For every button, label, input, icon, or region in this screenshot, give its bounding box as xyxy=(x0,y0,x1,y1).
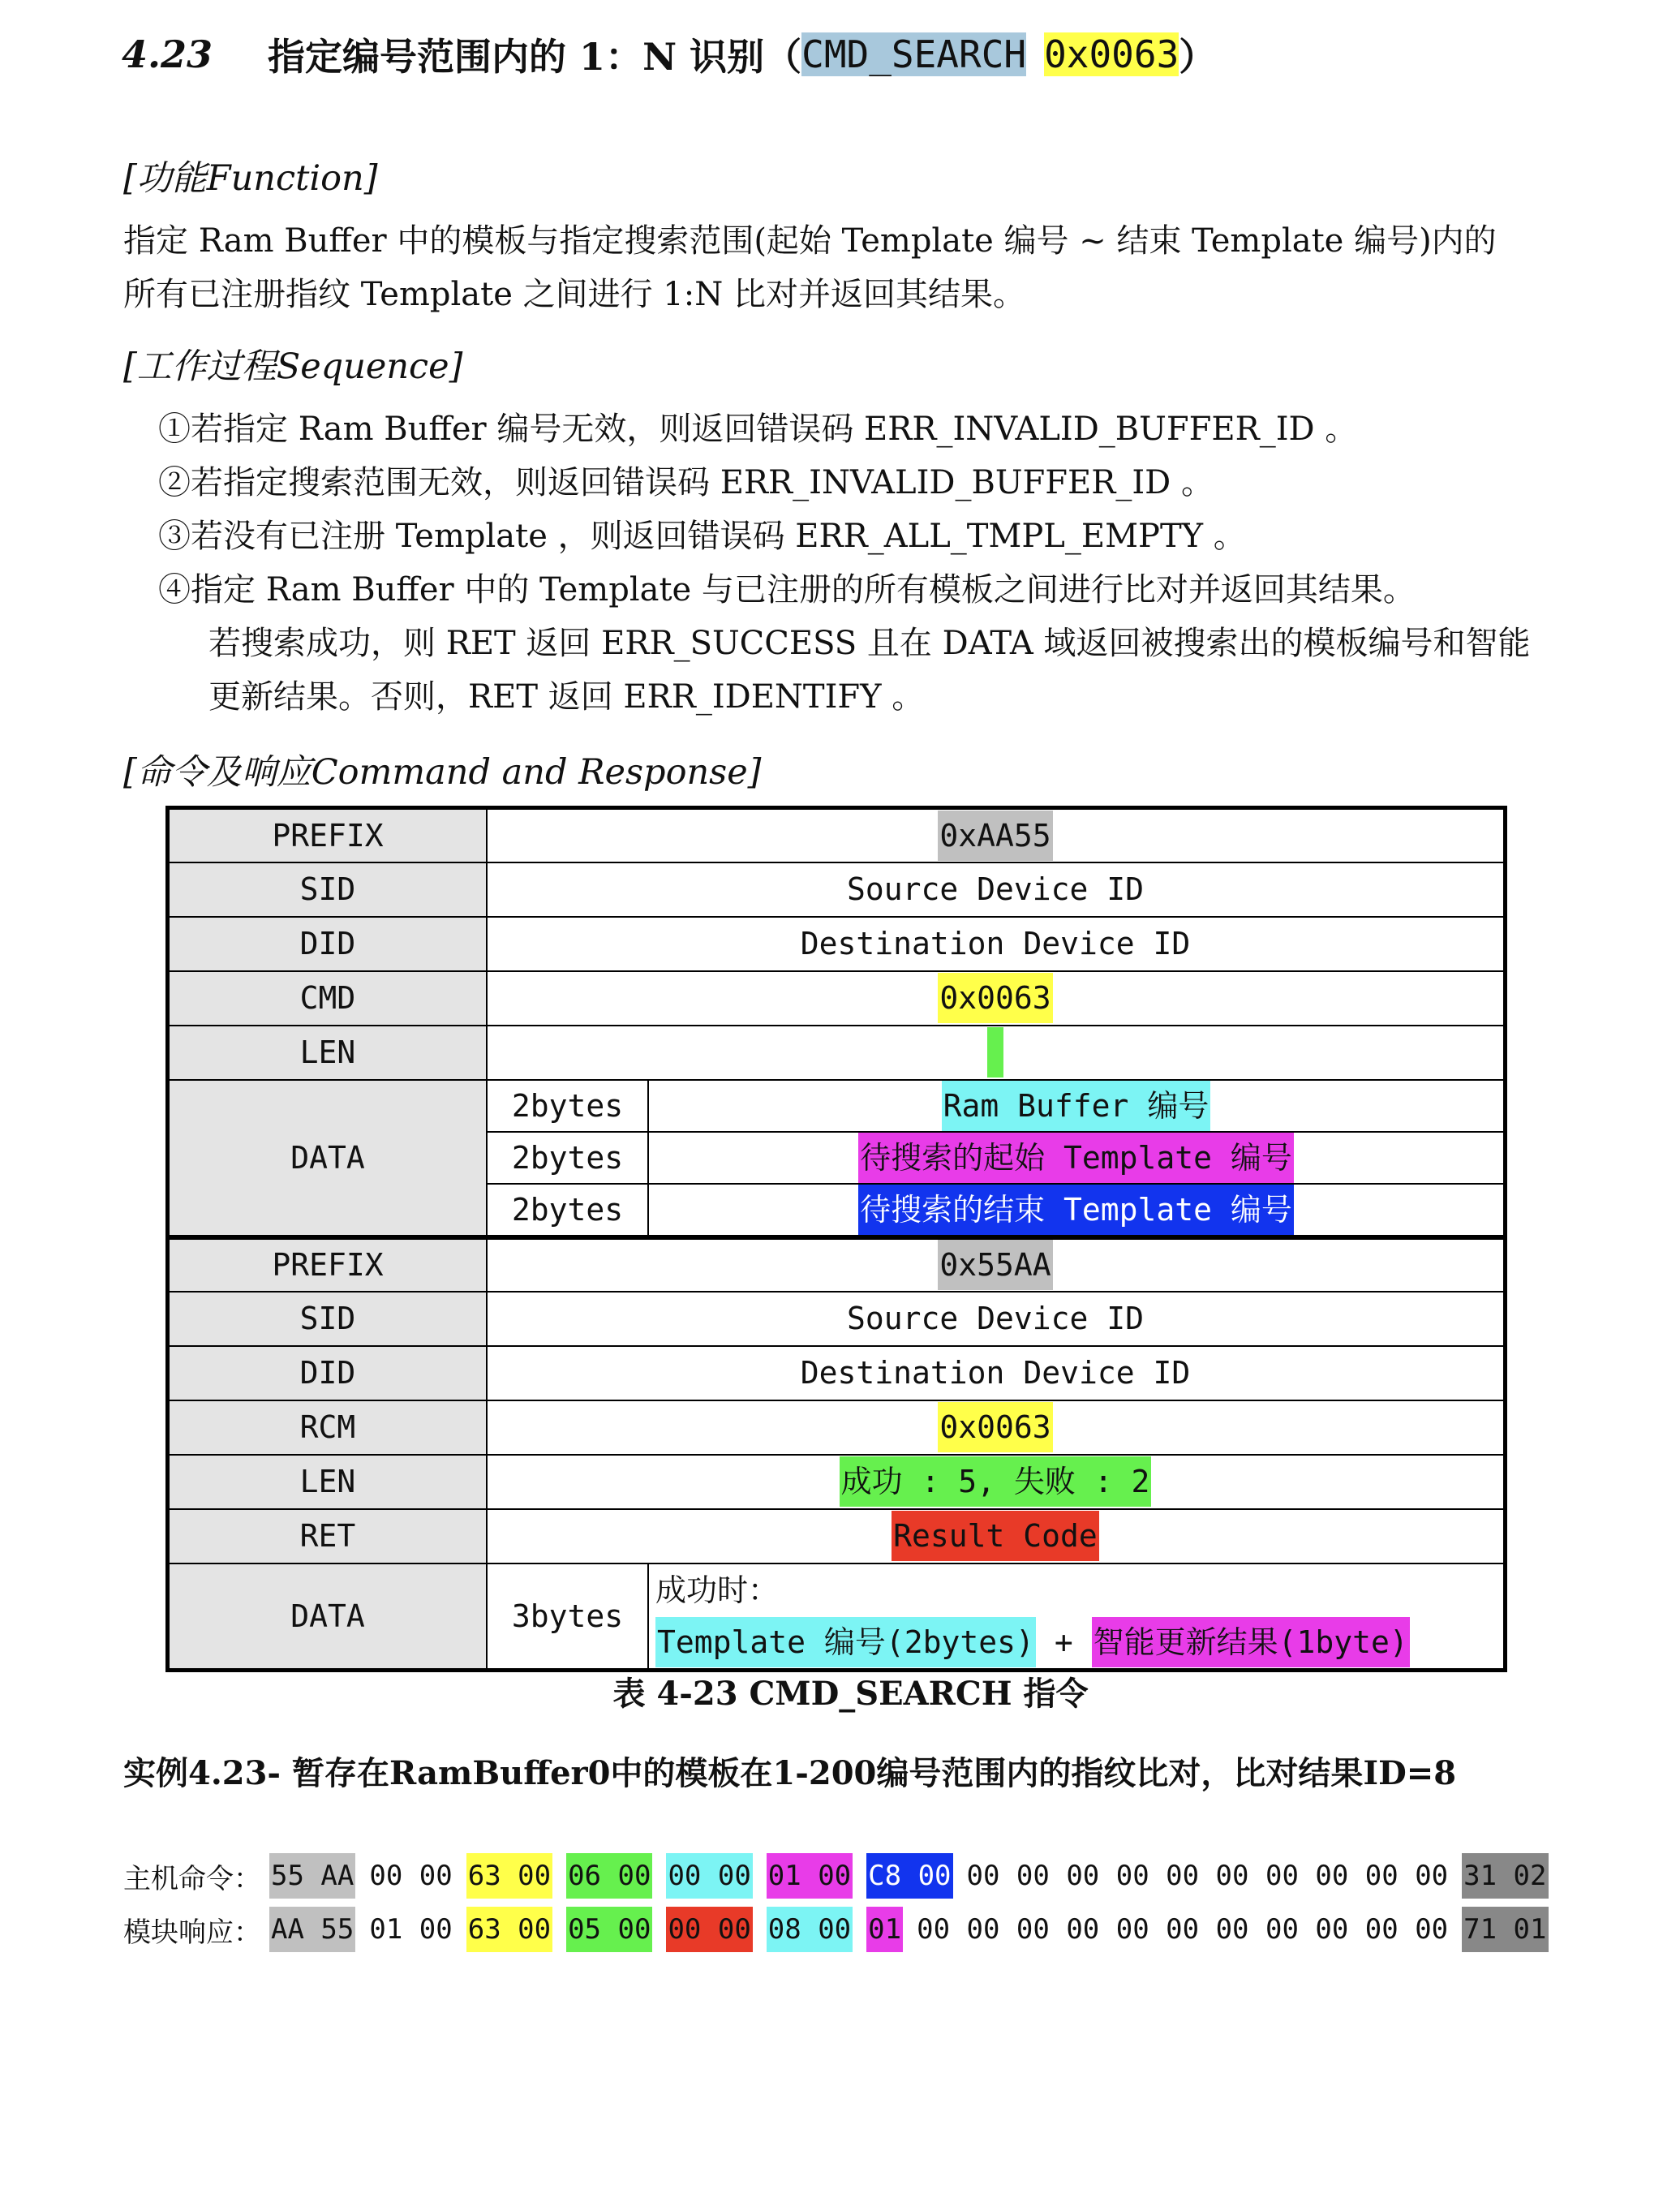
plus-sign: + xyxy=(1054,1624,1073,1660)
did-value: Destination Device ID xyxy=(487,1346,1506,1400)
response-data-description xyxy=(648,1563,1506,1671)
sid-value: Source Device ID xyxy=(487,862,1506,917)
start-template-field: 待搜索的起始 Template 编号 xyxy=(858,1133,1294,1183)
sequence-step: ①若指定 Ram Buffer 编号无效，则返回错误码 ERR_INVALID_BUFFER_ID 。 xyxy=(158,411,1358,448)
sequence-heading: [工作过程Sequence] xyxy=(123,346,463,387)
sequence-step: ④指定 Ram Buffer 中的 Template 与已注册的所有模板之间进行比对并返回其结果。 xyxy=(158,571,1416,609)
field-label: DID xyxy=(168,917,488,971)
hex-sid: 01 00 xyxy=(369,1913,453,1946)
command-response-heading: [命令及响应Command and Response] xyxy=(123,752,762,793)
section-title-close: ） xyxy=(1179,35,1217,79)
table-row xyxy=(168,1563,1506,1671)
prefix-value: 0xAA55 xyxy=(938,811,1052,861)
host-command-label: 主机命令： xyxy=(123,1862,261,1895)
command-response-table xyxy=(165,806,1507,1672)
table-row xyxy=(168,971,1506,1026)
module-response-line xyxy=(123,1907,1562,1952)
sequence-step: ②若指定搜索范围无效，则返回错误码 ERR_INVALID_BUFFER_ID 。 xyxy=(158,464,1214,501)
len-value-marker xyxy=(987,1027,1003,1077)
table-row xyxy=(168,917,1506,971)
sequence-step: ③若没有已注册 Template ，则返回错误码 ERR_ALL_TMPL_EMPTY 。 xyxy=(158,518,1246,555)
ret-value: Result Code xyxy=(892,1511,1099,1561)
rcm-value: 0x0063 xyxy=(938,1402,1052,1452)
hex-prefix: 55 AA xyxy=(269,1853,355,1899)
field-label: SID xyxy=(168,862,488,917)
data-size: 3bytes xyxy=(487,1563,648,1671)
table-row xyxy=(168,1292,1506,1346)
hex-rcm: 63 00 xyxy=(466,1907,552,1952)
hex-checksum: 71 01 xyxy=(1462,1907,1548,1952)
len-value: 成功 : 5, 失败 : 2 xyxy=(840,1456,1152,1507)
field-label: CMD xyxy=(168,971,488,1026)
hex-smart-update: 01 xyxy=(866,1907,903,1952)
ram-buffer-id-field: Ram Buffer 编号 xyxy=(942,1081,1211,1131)
table-row xyxy=(168,1346,1506,1400)
hex-padding: 00 00 00 00 00 00 00 00 00 00 xyxy=(966,1860,1449,1892)
table-row xyxy=(168,1026,1506,1080)
sequence-step-continued: 若搜索成功，则 RET 返回 ERR_SUCCESS 且在 DATA 域返回被搜索出的模板编号和智能 xyxy=(208,625,1531,662)
function-line-2: 所有已注册指纹 Template 之间进行 1:N 比对并返回其结果。 xyxy=(123,276,1025,313)
command-name: CMD_SEARCH xyxy=(801,32,1027,76)
table-row xyxy=(168,1455,1506,1509)
hex-template-id: 08 00 xyxy=(767,1907,853,1952)
field-label: LEN xyxy=(168,1455,488,1509)
field-label: DATA xyxy=(168,1563,488,1671)
prefix-value: 0x55AA xyxy=(938,1240,1052,1290)
field-label: LEN xyxy=(168,1026,488,1080)
function-heading: [功能Function] xyxy=(123,158,378,199)
section-number: 4.23 xyxy=(122,32,213,76)
response-data-line: 成功时： xyxy=(655,1572,780,1608)
hex-prefix: AA 55 xyxy=(269,1907,355,1952)
command-code: 0x0063 xyxy=(1044,32,1179,76)
section-title xyxy=(122,28,1216,81)
hex-end-id: C8 00 xyxy=(866,1853,952,1899)
example-title: 实例4.23- 暂存在RamBuffer0中的模板在1-200编号范围内的指纹比对，比对结果ID=8 xyxy=(123,1754,1457,1792)
hex-padding: 00 00 00 00 00 00 00 00 00 00 00 xyxy=(917,1913,1449,1946)
cmd-value: 0x0063 xyxy=(938,973,1052,1023)
hex-buffer-id: 00 00 xyxy=(666,1853,752,1899)
table-row xyxy=(168,1400,1506,1455)
field-label: DID xyxy=(168,1346,488,1400)
table-row xyxy=(168,1080,1506,1132)
field-label: RCM xyxy=(168,1400,488,1455)
hex-start-id: 01 00 xyxy=(767,1853,853,1899)
table-row xyxy=(168,1509,1506,1563)
did-value: Destination Device ID xyxy=(487,917,1506,971)
field-label: PREFIX xyxy=(168,1237,488,1292)
hex-ret: 00 00 xyxy=(666,1907,752,1952)
host-command-line xyxy=(123,1853,1562,1899)
smart-update-field: 智能更新结果(1byte) xyxy=(1092,1617,1410,1667)
field-label: PREFIX xyxy=(168,808,488,862)
sequence-step-continued: 更新结果。否则，RET 返回 ERR_IDENTIFY 。 xyxy=(208,678,925,716)
table-caption: 表 4-23 CMD_SEARCH 指令 xyxy=(612,1675,1089,1713)
module-response-label: 模块响应： xyxy=(123,1916,261,1949)
hex-len: 05 00 xyxy=(566,1907,652,1952)
table-row xyxy=(168,808,1506,862)
data-size: 2bytes xyxy=(487,1080,648,1132)
hex-len: 06 00 xyxy=(566,1853,652,1899)
sid-value: Source Device ID xyxy=(487,1292,1506,1346)
field-label: SID xyxy=(168,1292,488,1346)
hex-cmd: 63 00 xyxy=(466,1853,552,1899)
table-row xyxy=(168,1237,1506,1292)
template-id-field: Template 编号(2bytes) xyxy=(655,1617,1036,1667)
function-line-1: 指定 Ram Buffer 中的模板与指定搜索范围(起始 Template 编号 ~ 结束 Template 编号)内的 xyxy=(123,222,1497,260)
sequence-steps xyxy=(158,402,1531,724)
table-row xyxy=(168,862,1506,917)
field-label: DATA xyxy=(168,1080,488,1237)
hex-sid: 00 00 xyxy=(369,1860,453,1892)
data-size: 2bytes xyxy=(487,1184,648,1237)
field-label: RET xyxy=(168,1509,488,1563)
data-size: 2bytes xyxy=(487,1132,648,1184)
hex-checksum: 31 02 xyxy=(1462,1853,1548,1899)
end-template-field: 待搜索的结束 Template 编号 xyxy=(858,1185,1294,1235)
section-title-text: 指定编号范围内的 1：N 识别（ xyxy=(268,35,802,79)
